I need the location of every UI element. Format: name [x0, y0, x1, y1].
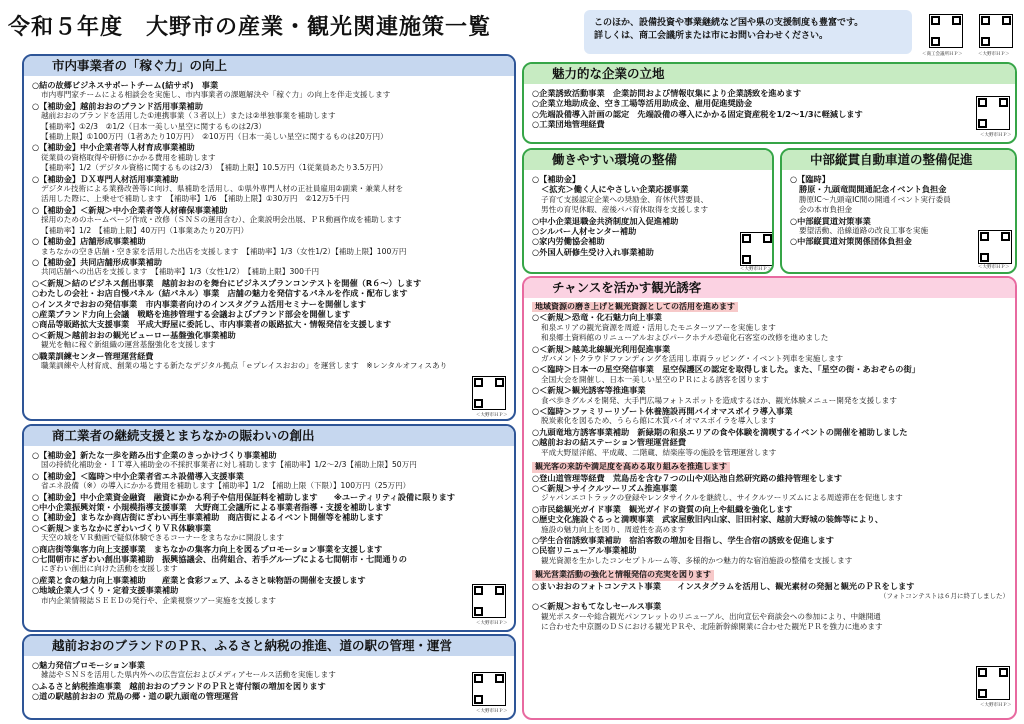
list-item: ○市民総観光ガイド事業 観光ガイドの資質の向上や組織を強化します — [532, 503, 793, 514]
panel-tourism — [522, 276, 1017, 720]
list-item: 越前おおのブランドを活用した①連携事業（３者以上）または②単独事業を補助します — [41, 111, 336, 121]
list-item: 活用した際に、上乗せで補助します 【補助率】1/6 【補助上限】①30万円 ②12万5千円 — [41, 194, 350, 204]
list-item: 脱炭素化を図るため、うらら館に木質バイオマスボイラを導入します — [541, 416, 776, 426]
list-item: ○民宿リニューアル事業補助 — [532, 545, 637, 556]
list-item: ○歴史文化施設ぐるっと満喫事業 武家屋敷旧内山家、旧田村家、越前大野城の装飾等により、 — [532, 514, 884, 525]
list-item: ○中部縦貫道対策関係団体負担金 — [790, 236, 912, 247]
list-item: ＜拡充＞働く人にやさしい企業応援事業 — [541, 184, 689, 195]
section-heading: 観光客の来訪や満足度を高める取り組みを推進します — [532, 462, 730, 472]
list-item: ○シルバー人材センター補助 — [532, 226, 637, 237]
list-item: ○家内労働協会補助 — [532, 236, 605, 247]
qr-caption: ＜商工会議所ＨＰ＞ — [922, 52, 963, 57]
list-item: 職業訓練や人材育成、創業の場とする新たなデジタル拠点「ｅプレイスおおの」を運営します ※レンタルオフィスあり — [41, 360, 448, 370]
list-item: ○企業誘致活動事業 企業訪問および情報収集により企業誘致を進めます — [532, 88, 802, 98]
list-item: ○中部縦貫道対策事業 — [790, 215, 871, 226]
list-item: ○【臨時】 — [790, 174, 830, 184]
qr-code-icon[interactable] — [472, 672, 506, 706]
list-item: ○＜新規＞観光誘客等推進事業 — [532, 385, 646, 396]
list-item: 子育て支援認定企業への奨励金、育休代替要員、 — [541, 194, 709, 204]
list-item: 省エネ設備（※）の導入にかかる費用を補助します【補助率】1/2 【補助上限（下限）】100万円（25万円） — [41, 481, 411, 491]
list-item: ○登山道管理等経費 荒島岳を含む７つの山や刈込池自然研究路の維持管理をします — [532, 472, 843, 483]
list-item: ○工業団地管理経費 — [532, 119, 605, 130]
list-item: 勝原IC～九頭竜IC間の開通イベント実行委員 — [799, 194, 951, 204]
list-item: 勝原・九頭竜間開通記念イベント負担金 — [799, 184, 947, 195]
list-item: ○商店街等集客力向上支援事業 まちなかの集客力向上を図るプロモーション事業を支援します — [32, 543, 383, 554]
qr-caption: ＜大野市ＨＰ＞ — [476, 621, 508, 626]
list-item: 【補助率】1/2 【補助上限】40万円（1事業あたり20万円） — [41, 225, 249, 235]
panel-body — [532, 174, 766, 257]
list-item: ○＜新規＞まちなかにぎわいづくりＶＲ体験事業 — [32, 522, 212, 533]
panel-title: 中部縦貫自動車道の整備促進 — [782, 150, 1015, 170]
list-item: にぎわい創出に向けた活動を支援します — [41, 564, 178, 574]
qr-code-icon[interactable] — [929, 14, 963, 48]
panel-title: 市内事業者の「稼ぐ力」の向上 — [24, 56, 514, 76]
qr-caption: ＜大野市ＨＰ＞ — [980, 703, 1012, 708]
list-item: ○産業と食の魅力向上事業補助 産業と食彩フェア、ふるさと味物語の開催を支援します — [32, 574, 366, 585]
list-item: ○商品等販路拡大支援事業 平成大野屋に委託し、市内事業者の販路拡大・情報発信を支援します — [32, 319, 392, 330]
list-item: 従業員の資格取得や研修にかかる費用を補助します — [41, 152, 216, 162]
list-item: ○外国人研修生受け入れ事業補助 — [532, 246, 654, 257]
list-item: 採用のためのホームページ作成・改修（ＳＮＳの運用含む）、企業説明会出展、ＰＲ動画作成を補助します — [41, 215, 402, 225]
list-item: ○【補助金】越前おおのブランド活用事業補助 — [32, 100, 203, 111]
list-item: ○＜新規＞恐竜・化石魅力向上事業 — [532, 312, 662, 323]
list-item: 施設の魅力向上を図り、周遊性を高めます — [541, 524, 686, 534]
list-item: ○＜新規＞越前おおの観光ビューロー基盤強化事業補助 — [32, 329, 236, 340]
list-item: ジャパンエコトラックの登録やレンタサイクルを継続し、サイクルツーリズムによる周遊滞在を促進します — [541, 493, 903, 503]
list-item: ガバメントクラウドファンディングを活用し車両ラッピング・イベント列車を実施します — [541, 354, 844, 364]
list-item: ○中小企業退職金共済制度加入促進補助 — [532, 215, 679, 226]
list-item: 国の持続化補助金・ＩＴ導入補助金の不採択事業者に対し補助します【補助率】1/2～2/3【補助上限】50万円 — [41, 460, 417, 470]
list-item: ○職業訓練センター管理運営経費 — [32, 350, 154, 361]
list-item: 和泉郷土資料館のリニューアルおよびパークホテル恐竜化石客室の改修を進めました — [541, 333, 829, 343]
list-item: ○【補助金】＜新規＞中小企業者等人材確保事業補助 — [32, 204, 228, 215]
list-item: ○ふるさと納税推進事業 越前おおのブランドのＰＲと寄付額の増加を図ります — [32, 680, 326, 691]
list-item: ○【補助金】 — [532, 174, 581, 184]
list-item: ○＜新規＞おもてなしセールス事業 — [532, 601, 662, 612]
list-item: 雑誌やＳＮＳを活用した県内外への広告宣伝およびメディアセールス活動を実施します — [41, 670, 336, 680]
panel-body — [532, 302, 1009, 633]
list-item: ○九頭竜地方誘客事業補助 新緑期の和泉エリアの食や体験を満喫するイベントの開催を補助しました — [532, 426, 908, 437]
section-heading-row — [532, 570, 1009, 580]
list-item: ○越前おおの結ステーション管理運営経費 — [532, 437, 687, 448]
list-item: 要望活動、沿線道路の改良工事を実施 — [799, 226, 929, 236]
list-item: ○中小企業振興対策・小規模指導支援事業 大野商工会議所による事業者指導・支援を補助します — [32, 502, 392, 513]
qr-code-icon[interactable] — [740, 232, 774, 266]
panel-body — [32, 450, 508, 606]
qr-code-icon[interactable] — [978, 230, 1012, 264]
list-item: 【補助率】1/2（デジタル資格に関するものは2/3） 【補助上限】10.5万円（1従業員あたり3.5万円） — [41, 163, 388, 173]
note-line: 詳しくは、商工会議所または市にお問い合わせください。 — [594, 31, 829, 41]
panel-title: 商工業者の継続支援とまちなかの賑わいの創出 — [24, 426, 514, 446]
list-item: ○【補助金】新たな一歩を踏み出す企業のきっかけづくり事業補助 — [32, 450, 277, 460]
list-item: ○まいおおのフォトコンテスト事業 インスタグラムを活用し、観光素材の発掘と観光のＰＲをします — [532, 580, 915, 591]
list-item: デジタル技術による業務改善等に向け、県補助を活用し、①県外専門人材の正社員雇用②副業・兼業人材を — [41, 184, 404, 194]
panel-body — [32, 80, 508, 371]
list-item: 観光資源を生かしたコンセプトルーム等、多様的かつ魅力的な宿泊施設の整備を支援します — [541, 555, 853, 565]
list-item: ○結の故郷ビジネスサポートチーム(結サポ) 事業 — [32, 80, 219, 90]
list-item: 全国大会を開催し、日本一美しい星空のＰＲによる誘客を図ります — [541, 374, 769, 384]
list-item: ○【補助金】中小企業者等人材育成事業補助 — [32, 142, 195, 153]
qr-code-icon[interactable] — [976, 666, 1010, 700]
panel-title: 越前おおのブランドのＰＲ、ふるさと納税の推進、道の駅の管理・運営 — [24, 636, 514, 656]
list-item: ○＜新規＞越美北線観光利用促進事業 — [532, 343, 671, 354]
panel-business-continuity — [22, 424, 516, 632]
list-item: ○道の駅越前おおの 荒島の郷・道の駅九頭竜の管理運営 — [32, 691, 239, 702]
list-item: （フォトコンテストは６月に終了しました） — [879, 591, 1009, 600]
list-item: 男性の育児休暇、産後パパ育休取得を支援します — [541, 205, 709, 215]
list-item: ○【補助金】店舗形成事業補助 — [32, 236, 146, 247]
qr-caption: ＜大野市ＨＰ＞ — [978, 52, 1010, 57]
list-item: ○魅力発信プロモーション事業 — [32, 660, 145, 670]
page-title: 令和５年度 大野市の産業・観光関連施策一覧 — [8, 15, 492, 40]
list-item: 市内企業情報誌ＳＥＥＤの発行や、企業視察ツアー実施を支援します — [41, 595, 277, 605]
panel-work-environment — [522, 148, 774, 274]
list-item: 【補助率】①2/3 ②1/2（日本一美しい星空に関するものは2/3） — [41, 121, 266, 131]
list-item: ○【補助金】ＤＸ専門人材活用事業補助 — [32, 173, 179, 184]
panel-body — [32, 660, 508, 702]
panel-earning-power — [22, 54, 516, 421]
list-item: 天空の城をＶＲ動画で疑似体験できるコーナーをまちなかに開設します — [41, 533, 284, 543]
panel-brand-pr — [22, 634, 516, 720]
list-item: ○＜臨時＞日本一の星空発信事業 星空保護区の認定を取得しました。また、「星空の街・あおぞらの街」 — [532, 364, 920, 375]
list-item: 市内専門家チームによる相談会を実施し、市内事業者の課題解決や「稼ぐ力」の向上を伴走支援します — [41, 90, 391, 100]
panel-company-location — [522, 62, 1017, 144]
support-note — [584, 10, 912, 54]
qr-caption: ＜大野市ＨＰ＞ — [980, 133, 1012, 138]
list-item: 観光を軸に稼ぐ新組織の運営基盤強化を支援します — [41, 340, 216, 350]
list-item: ○＜臨時＞ファミリーリゾート休養施設再開バイオマスボイラ導入事業 — [532, 406, 793, 417]
list-item: ○＜新規＞結のビジネス創出事業 越前おおのを舞台にビジネスプランコンテストを開催（R６～）します — [32, 277, 422, 288]
panel-title: 働きやすい環境の整備 — [524, 150, 772, 170]
qr-caption: ＜大野市ＨＰ＞ — [740, 267, 772, 272]
list-item: ○地域企業人づくり・定着支援事業補助 — [32, 585, 179, 596]
list-item: ○【補助金】＜臨時＞中小企業者省エネ設備導入支援事業 — [32, 470, 244, 481]
qr-caption: ＜大野市ＨＰ＞ — [476, 709, 508, 714]
list-item: 食べ歩きグルメを開発、大手門広場フォトスポットを造成するほか、観光体験メニュー開発を支援します — [541, 395, 897, 405]
qr-code-icon[interactable] — [472, 376, 506, 410]
list-item: 平成大野屋洋館、平成蔵、二階蔵、結楽座等の施設を管理運営します — [541, 447, 777, 457]
panel-body — [790, 174, 1009, 247]
qr-caption: ＜大野市ＨＰ＞ — [476, 413, 508, 418]
list-item: ○インスタでおおの発信事業 市内事業者向けのインスタグラム活用セミナーを開催します — [32, 298, 367, 309]
list-item: 和泉エリアの観光資源を周遊・活用したモニターツアーを実施します — [541, 322, 776, 332]
panel-expressway — [780, 148, 1017, 274]
panel-title: 魅力的な企業の立地 — [524, 64, 1015, 84]
list-item: ○わたしの会社・お店自慢パネル（結パネル）事業 店舗の魅力を発信するパネルを作成・配布します — [32, 288, 408, 299]
list-item: に合わせた中京圏のＤＳにおける観光ＰＲや、北陸新幹線開業に合わせた観光ＰＲを強力に進めます — [541, 622, 883, 632]
list-item: ○七間朝市にぎわい創出事業補助 振興協議会、出荷組合、若手グループによる七間朝市・七間通りの — [32, 554, 407, 565]
list-item: ○産業ブランド力向上会議 戦略を進捗管理する会議およびブランド部会を開催します — [32, 308, 351, 319]
list-item: ○学生合宿誘致事業補助 宿泊客数の増加を目指し、学生合宿の誘致を促進します — [532, 534, 834, 545]
panel-body — [532, 88, 1009, 130]
section-heading-row — [532, 302, 1009, 312]
note-line: このほか、設備投資や事業継続など国や県の支援制度も豊富です。 — [594, 18, 864, 28]
list-item: まちなかの空き店舗・空き家を活用した出店を支援します 【補助率】1/3（女性1/2）【補助上限】100万円 — [41, 246, 407, 256]
qr-code-icon[interactable] — [979, 14, 1013, 48]
list-item: ○先端設備導入計画の認定 先端設備の導入にかかる固定資産税を1/2～1/3に軽減します — [532, 108, 863, 119]
qr-caption: ＜大野市ＨＰ＞ — [978, 265, 1010, 270]
panel-title: チャンスを活かす観光誘客 — [524, 278, 1015, 298]
qr-code-icon[interactable] — [472, 584, 506, 618]
section-heading-row — [532, 462, 1009, 472]
list-item: ○【補助金】共同店舗形成事業補助 — [32, 256, 162, 267]
qr-code-icon[interactable] — [976, 96, 1010, 130]
section-heading: 観光営業活動の強化と情報発信の充実を図ります — [532, 570, 714, 580]
list-item: 観光ポスターや総合観光パンフレットのリニューアル、出向宣伝や商談会への参加により、中継開通 — [541, 611, 881, 621]
list-item: ○＜新規＞サイクルツーリズム推進事業 — [532, 482, 678, 493]
list-item: 【補助上限】①100万円（1者あたり10万円） ②10万円（日本一美しい星空に関するものは20万円） — [41, 132, 388, 142]
list-item: 会の本市負担金 — [799, 205, 853, 215]
list-item: ○【補助金】まちなか商店街にぎわい再生事業補助 商店街によるイベント開催等を補助します — [32, 512, 384, 523]
list-item: 共同店舗への出店を支援します 【補助率】1/3（女性1/2） 【補助上限】300千円 — [41, 267, 320, 277]
list-item: ○企業立地助成金、空き工場等活用助成金、雇用促進奨励金 — [532, 98, 753, 109]
section-heading: 地域資源の磨き上げと観光資源としての活用を進めます — [532, 302, 738, 312]
list-item: ○【補助金】中小企業資金融資 融資にかかる利子や信用保証料を補助します ※ユーティリティ設備に限ります — [32, 491, 456, 502]
